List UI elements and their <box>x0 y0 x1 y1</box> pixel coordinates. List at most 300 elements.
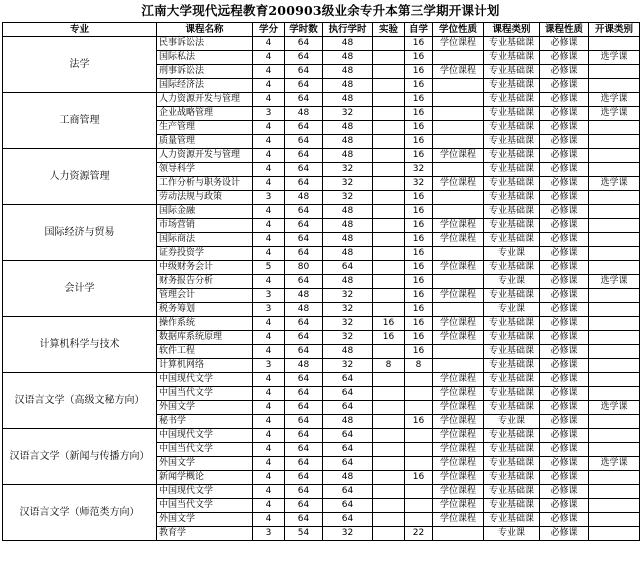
hours-cell: 80 <box>285 261 323 275</box>
degree-type-cell: 学位课程 <box>433 233 484 247</box>
course-nature-cell: 必修课 <box>540 37 589 51</box>
hours-cell: 64 <box>285 457 323 471</box>
self-study-cell: 16 <box>405 317 433 331</box>
major-cell: 法学 <box>3 37 157 93</box>
credits-cell: 4 <box>253 37 285 51</box>
self-study-cell: 22 <box>405 527 433 541</box>
hours-cell: 64 <box>285 513 323 527</box>
hours-cell: 64 <box>285 163 323 177</box>
course-category-cell: 专业基础课 <box>484 345 540 359</box>
self-study-cell: 16 <box>405 65 433 79</box>
executed-hours-cell: 48 <box>323 65 373 79</box>
credits-cell: 4 <box>253 79 285 93</box>
degree-type-cell <box>433 275 484 289</box>
header-course-category: 课程类别 <box>484 23 540 37</box>
header-executed-hours: 执行学时 <box>323 23 373 37</box>
table-row <box>3 373 640 387</box>
executed-hours-cell: 48 <box>323 121 373 135</box>
degree-type-cell <box>433 135 484 149</box>
lab-cell <box>373 51 405 65</box>
course-nature-cell: 必修课 <box>540 79 589 93</box>
offering-type-cell <box>589 317 640 331</box>
credits-cell: 4 <box>253 457 285 471</box>
course-category-cell: 专业基础课 <box>484 471 540 485</box>
header-credits: 学分 <box>253 23 285 37</box>
course-category-cell: 专业基础课 <box>484 401 540 415</box>
degree-type-cell: 学位课程 <box>433 65 484 79</box>
credits-cell: 3 <box>253 303 285 317</box>
hours-cell: 64 <box>285 415 323 429</box>
credits-cell: 4 <box>253 219 285 233</box>
course-name-cell: 人力资源开发与管理 <box>157 149 253 163</box>
header-major: 专业 <box>3 23 157 37</box>
self-study-cell: 16 <box>405 205 433 219</box>
hours-cell: 48 <box>285 191 323 205</box>
course-category-cell: 专业基础课 <box>484 317 540 331</box>
course-nature-cell: 必修课 <box>540 93 589 107</box>
course-name-cell: 外国文学 <box>157 457 253 471</box>
lab-cell <box>373 499 405 513</box>
course-name-cell: 领导科学 <box>157 163 253 177</box>
executed-hours-cell: 32 <box>323 191 373 205</box>
lab-cell <box>373 527 405 541</box>
credits-cell: 5 <box>253 261 285 275</box>
header-lab: 实验 <box>373 23 405 37</box>
course-name-cell: 管理会计 <box>157 289 253 303</box>
course-category-cell: 专业基础课 <box>484 485 540 499</box>
major-cell: 汉语言文学（新闻与传播方向） <box>3 429 157 485</box>
self-study-cell: 16 <box>405 37 433 51</box>
course-nature-cell: 必修课 <box>540 401 589 415</box>
lab-cell <box>373 443 405 457</box>
lab-cell <box>373 247 405 261</box>
course-category-cell: 专业基础课 <box>484 51 540 65</box>
executed-hours-cell: 64 <box>323 387 373 401</box>
course-category-cell: 专业基础课 <box>484 429 540 443</box>
course-category-cell: 专业课 <box>484 303 540 317</box>
credits-cell: 4 <box>253 485 285 499</box>
course-nature-cell: 必修课 <box>540 107 589 121</box>
executed-hours-cell: 48 <box>323 233 373 247</box>
degree-type-cell: 学位课程 <box>433 219 484 233</box>
lab-cell <box>373 303 405 317</box>
executed-hours-cell: 32 <box>323 317 373 331</box>
course-category-cell: 专业基础课 <box>484 177 540 191</box>
course-nature-cell: 必修课 <box>540 51 589 65</box>
course-category-cell: 专业基础课 <box>484 93 540 107</box>
offering-type-cell <box>589 485 640 499</box>
self-study-cell: 16 <box>405 51 433 65</box>
course-name-cell: 企业战略管理 <box>157 107 253 121</box>
offering-type-cell: 选学课 <box>589 177 640 191</box>
course-name-cell: 工作分析与职务设计 <box>157 177 253 191</box>
lab-cell <box>373 513 405 527</box>
lab-cell <box>373 37 405 51</box>
course-nature-cell: 必修课 <box>540 331 589 345</box>
course-name-cell: 人力资源开发与管理 <box>157 93 253 107</box>
lab-cell: 16 <box>373 331 405 345</box>
executed-hours-cell: 48 <box>323 205 373 219</box>
credits-cell: 4 <box>253 471 285 485</box>
credits-cell: 4 <box>253 121 285 135</box>
self-study-cell: 16 <box>405 261 433 275</box>
course-nature-cell: 必修课 <box>540 219 589 233</box>
self-study-cell <box>405 387 433 401</box>
degree-type-cell: 学位课程 <box>433 149 484 163</box>
hours-cell: 64 <box>285 373 323 387</box>
header-course-name: 课程名称 <box>157 23 253 37</box>
executed-hours-cell: 48 <box>323 275 373 289</box>
offering-type-cell <box>589 303 640 317</box>
lab-cell <box>373 79 405 93</box>
table-row <box>3 149 640 163</box>
degree-type-cell: 学位课程 <box>433 289 484 303</box>
course-name-cell: 中国现代文学 <box>157 373 253 387</box>
hours-cell: 64 <box>285 485 323 499</box>
degree-type-cell: 学位课程 <box>433 401 484 415</box>
course-nature-cell: 必修课 <box>540 233 589 247</box>
self-study-cell: 16 <box>405 275 433 289</box>
course-name-cell: 财务报告分析 <box>157 275 253 289</box>
credits-cell: 4 <box>253 135 285 149</box>
course-name-cell: 市场营销 <box>157 219 253 233</box>
degree-type-cell: 学位课程 <box>433 331 484 345</box>
self-study-cell: 16 <box>405 331 433 345</box>
degree-type-cell: 学位课程 <box>433 513 484 527</box>
lab-cell <box>373 177 405 191</box>
course-nature-cell: 必修课 <box>540 373 589 387</box>
lab-cell <box>373 429 405 443</box>
lab-cell <box>373 233 405 247</box>
self-study-cell: 16 <box>405 107 433 121</box>
header-course-nature: 课程性质 <box>540 23 589 37</box>
executed-hours-cell: 32 <box>323 359 373 373</box>
course-category-cell: 专业基础课 <box>484 373 540 387</box>
self-study-cell <box>405 443 433 457</box>
executed-hours-cell: 48 <box>323 149 373 163</box>
hours-cell: 64 <box>285 275 323 289</box>
credits-cell: 4 <box>253 233 285 247</box>
executed-hours-cell: 64 <box>323 373 373 387</box>
offering-type-cell <box>589 149 640 163</box>
hours-cell: 64 <box>285 471 323 485</box>
course-name-cell: 生产管理 <box>157 121 253 135</box>
course-category-cell: 专业课 <box>484 275 540 289</box>
self-study-cell: 32 <box>405 177 433 191</box>
degree-type-cell <box>433 121 484 135</box>
course-name-cell: 税务筹划 <box>157 303 253 317</box>
executed-hours-cell: 64 <box>323 443 373 457</box>
lab-cell <box>373 205 405 219</box>
self-study-cell: 16 <box>405 303 433 317</box>
credits-cell: 4 <box>253 513 285 527</box>
course-name-cell: 新闻学概论 <box>157 471 253 485</box>
course-category-cell: 专业基础课 <box>484 205 540 219</box>
offering-type-cell: 选学课 <box>589 93 640 107</box>
hours-cell: 64 <box>285 401 323 415</box>
self-study-cell <box>405 401 433 415</box>
course-category-cell: 专业基础课 <box>484 37 540 51</box>
credits-cell: 4 <box>253 373 285 387</box>
header-hours: 学时数 <box>285 23 323 37</box>
degree-type-cell <box>433 51 484 65</box>
executed-hours-cell: 64 <box>323 499 373 513</box>
course-nature-cell: 必修课 <box>540 513 589 527</box>
offering-type-cell: 选学课 <box>589 275 640 289</box>
course-nature-cell: 必修课 <box>540 247 589 261</box>
hours-cell: 64 <box>285 51 323 65</box>
offering-type-cell <box>589 429 640 443</box>
credits-cell: 4 <box>253 331 285 345</box>
major-cell: 计算机科学与技术 <box>3 317 157 373</box>
course-name-cell: 中级财务会计 <box>157 261 253 275</box>
degree-type-cell: 学位课程 <box>433 261 484 275</box>
self-study-cell: 16 <box>405 191 433 205</box>
table-row <box>3 93 640 107</box>
major-cell: 工商管理 <box>3 93 157 149</box>
course-nature-cell: 必修课 <box>540 135 589 149</box>
offering-type-cell <box>589 443 640 457</box>
hours-cell: 64 <box>285 79 323 93</box>
major-cell: 汉语言文学（师范类方向） <box>3 485 157 541</box>
offering-type-cell <box>589 387 640 401</box>
course-category-cell: 专业基础课 <box>484 219 540 233</box>
hours-cell: 64 <box>285 93 323 107</box>
executed-hours-cell: 48 <box>323 93 373 107</box>
self-study-cell: 16 <box>405 247 433 261</box>
hours-cell: 64 <box>285 135 323 149</box>
hours-cell: 48 <box>285 303 323 317</box>
offering-type-cell <box>589 345 640 359</box>
degree-type-cell <box>433 79 484 93</box>
executed-hours-cell: 32 <box>323 107 373 121</box>
hours-cell: 64 <box>285 317 323 331</box>
offering-type-cell <box>589 191 640 205</box>
executed-hours-cell: 64 <box>323 513 373 527</box>
header-self-study: 自学 <box>405 23 433 37</box>
executed-hours-cell: 48 <box>323 345 373 359</box>
lab-cell <box>373 107 405 121</box>
lab-cell <box>373 191 405 205</box>
offering-type-cell: 选学课 <box>589 401 640 415</box>
degree-type-cell: 学位课程 <box>433 443 484 457</box>
course-category-cell: 专业基础课 <box>484 289 540 303</box>
course-category-cell: 专业基础课 <box>484 261 540 275</box>
course-name-cell: 中国当代文学 <box>157 499 253 513</box>
lab-cell <box>373 135 405 149</box>
lab-cell <box>373 345 405 359</box>
course-category-cell: 专业课 <box>484 527 540 541</box>
course-name-cell: 国际商法 <box>157 233 253 247</box>
offering-type-cell <box>589 121 640 135</box>
degree-type-cell: 学位课程 <box>433 415 484 429</box>
course-nature-cell: 必修课 <box>540 443 589 457</box>
degree-type-cell <box>433 93 484 107</box>
course-category-cell: 专业基础课 <box>484 513 540 527</box>
credits-cell: 4 <box>253 317 285 331</box>
lab-cell <box>373 415 405 429</box>
lab-cell <box>373 457 405 471</box>
course-name-cell: 质量管理 <box>157 135 253 149</box>
credits-cell: 4 <box>253 93 285 107</box>
degree-type-cell <box>433 107 484 121</box>
course-nature-cell: 必修课 <box>540 177 589 191</box>
course-nature-cell: 必修课 <box>540 359 589 373</box>
course-name-cell: 国际金融 <box>157 205 253 219</box>
course-category-cell: 专业基础课 <box>484 457 540 471</box>
course-nature-cell: 必修课 <box>540 205 589 219</box>
hours-cell: 64 <box>285 65 323 79</box>
lab-cell: 16 <box>373 317 405 331</box>
course-plan-table <box>2 22 640 541</box>
credits-cell: 4 <box>253 429 285 443</box>
degree-type-cell <box>433 247 484 261</box>
degree-type-cell: 学位课程 <box>433 499 484 513</box>
self-study-cell: 16 <box>405 219 433 233</box>
credits-cell: 4 <box>253 499 285 513</box>
credits-cell: 4 <box>253 401 285 415</box>
offering-type-cell: 选学课 <box>589 457 640 471</box>
self-study-cell: 32 <box>405 163 433 177</box>
lab-cell <box>373 289 405 303</box>
hours-cell: 64 <box>285 177 323 191</box>
course-category-cell: 专业基础课 <box>484 499 540 513</box>
self-study-cell: 16 <box>405 93 433 107</box>
table-row <box>3 317 640 331</box>
course-name-cell: 中国当代文学 <box>157 443 253 457</box>
lab-cell <box>373 471 405 485</box>
course-name-cell: 劳动法规与政策 <box>157 191 253 205</box>
course-name-cell: 国际经济法 <box>157 79 253 93</box>
credits-cell: 3 <box>253 359 285 373</box>
self-study-cell <box>405 429 433 443</box>
lab-cell <box>373 219 405 233</box>
executed-hours-cell: 64 <box>323 457 373 471</box>
hours-cell: 64 <box>285 149 323 163</box>
self-study-cell: 16 <box>405 233 433 247</box>
hours-cell: 64 <box>285 121 323 135</box>
executed-hours-cell: 64 <box>323 485 373 499</box>
executed-hours-cell: 32 <box>323 177 373 191</box>
hours-cell: 64 <box>285 37 323 51</box>
degree-type-cell: 学位课程 <box>433 457 484 471</box>
course-category-cell: 专业基础课 <box>484 387 540 401</box>
hours-cell: 64 <box>285 443 323 457</box>
course-nature-cell: 必修课 <box>540 65 589 79</box>
table-row <box>3 429 640 443</box>
course-nature-cell: 必修课 <box>540 457 589 471</box>
lab-cell <box>373 93 405 107</box>
degree-type-cell <box>433 205 484 219</box>
self-study-cell: 16 <box>405 135 433 149</box>
hours-cell: 48 <box>285 289 323 303</box>
course-category-cell: 专业基础课 <box>484 135 540 149</box>
executed-hours-cell: 64 <box>323 261 373 275</box>
table-row <box>3 485 640 499</box>
course-category-cell: 专业基础课 <box>484 149 540 163</box>
credits-cell: 4 <box>253 65 285 79</box>
degree-type-cell: 学位课程 <box>433 429 484 443</box>
lab-cell <box>373 261 405 275</box>
course-name-cell: 外国文学 <box>157 401 253 415</box>
course-name-cell: 外国文学 <box>157 513 253 527</box>
degree-type-cell <box>433 303 484 317</box>
course-nature-cell: 必修课 <box>540 485 589 499</box>
executed-hours-cell: 32 <box>323 303 373 317</box>
offering-type-cell <box>589 65 640 79</box>
credits-cell: 4 <box>253 149 285 163</box>
self-study-cell: 8 <box>405 359 433 373</box>
course-category-cell: 专业基础课 <box>484 359 540 373</box>
degree-type-cell: 学位课程 <box>433 37 484 51</box>
course-category-cell: 专业基础课 <box>484 233 540 247</box>
executed-hours-cell: 48 <box>323 471 373 485</box>
hours-cell: 54 <box>285 527 323 541</box>
lab-cell <box>373 121 405 135</box>
credits-cell: 4 <box>253 415 285 429</box>
course-nature-cell: 必修课 <box>540 121 589 135</box>
course-nature-cell: 必修课 <box>540 303 589 317</box>
offering-type-cell <box>589 373 640 387</box>
course-nature-cell: 必修课 <box>540 527 589 541</box>
page-title: 江南大学现代远程教育200903级业余专升本第三学期开课计划 <box>141 3 500 18</box>
course-category-cell: 专业基础课 <box>484 163 540 177</box>
executed-hours-cell: 48 <box>323 247 373 261</box>
course-nature-cell: 必修课 <box>540 317 589 331</box>
self-study-cell: 16 <box>405 415 433 429</box>
executed-hours-cell: 48 <box>323 219 373 233</box>
course-name-cell: 中国现代文学 <box>157 485 253 499</box>
lab-cell <box>373 373 405 387</box>
course-name-cell: 中国当代文学 <box>157 387 253 401</box>
executed-hours-cell: 32 <box>323 163 373 177</box>
offering-type-cell <box>589 527 640 541</box>
offering-type-cell <box>589 359 640 373</box>
executed-hours-cell: 64 <box>323 401 373 415</box>
course-nature-cell: 必修课 <box>540 163 589 177</box>
executed-hours-cell: 48 <box>323 37 373 51</box>
executed-hours-cell: 32 <box>323 331 373 345</box>
degree-type-cell <box>433 163 484 177</box>
table-row <box>3 205 640 219</box>
self-study-cell: 16 <box>405 149 433 163</box>
degree-type-cell: 学位课程 <box>433 373 484 387</box>
hours-cell: 64 <box>285 233 323 247</box>
offering-type-cell <box>589 233 640 247</box>
course-nature-cell: 必修课 <box>540 387 589 401</box>
executed-hours-cell: 48 <box>323 79 373 93</box>
offering-type-cell: 选学课 <box>589 51 640 65</box>
self-study-cell <box>405 373 433 387</box>
hours-cell: 64 <box>285 387 323 401</box>
course-name-cell: 民事诉讼法 <box>157 37 253 51</box>
course-category-cell: 专业基础课 <box>484 121 540 135</box>
offering-type-cell <box>589 415 640 429</box>
credits-cell: 4 <box>253 275 285 289</box>
lab-cell <box>373 387 405 401</box>
course-category-cell: 专业基础课 <box>484 79 540 93</box>
degree-type-cell <box>433 359 484 373</box>
lab-cell <box>373 65 405 79</box>
hours-cell: 64 <box>285 345 323 359</box>
course-category-cell: 专业基础课 <box>484 191 540 205</box>
self-study-cell <box>405 485 433 499</box>
course-nature-cell: 必修课 <box>540 429 589 443</box>
hours-cell: 64 <box>285 205 323 219</box>
major-cell: 国际经济与贸易 <box>3 205 157 261</box>
offering-type-cell <box>589 163 640 177</box>
credits-cell: 4 <box>253 387 285 401</box>
